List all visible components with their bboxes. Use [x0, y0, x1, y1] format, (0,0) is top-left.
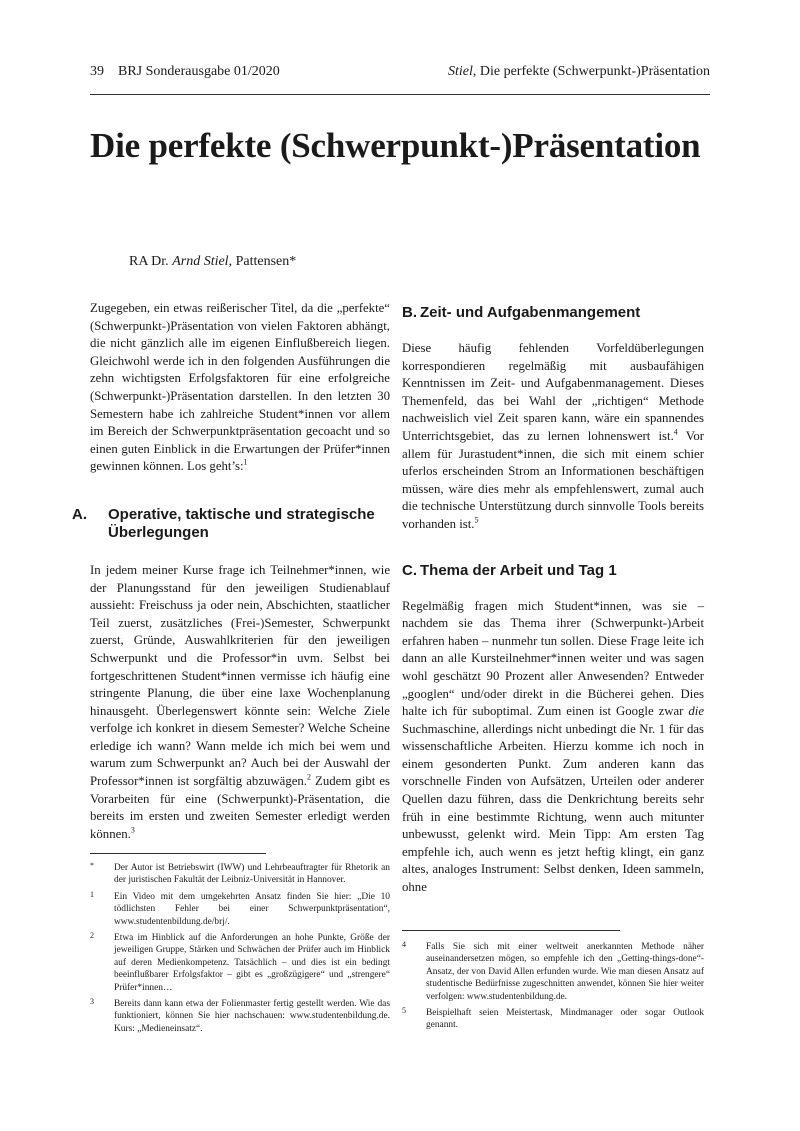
- section-c-title: Thema der Arbeit und Tag 1: [420, 561, 617, 579]
- author-prefix: RA Dr.: [129, 254, 173, 269]
- section-c-text-2: Suchmaschine, allerdings nicht unbedingt die Nr. 1 für das wissenschaftliche Arbeiten. Hierzu komme ich noch in einem gesonderten Punkt. Zum anderen kann das vorschnelle Finden von Aufsätzen, Urteilen oder anderer Quellen dazu führen, dass die Denkrichtung bereits sehr früh in eine bestimmte Richtung, wenn auch mitunter unbewusst, gelenkt wird. Mein Tipp: Am ersten Tag empfehle ich, auch wenn es jetzt heftig klingt, ein ganz altes, analoges Instrument: Selbst denken, Ideen sammeln, ohne: [402, 721, 704, 895]
- running-header: [90, 64, 710, 86]
- section-a-paragraph: [90, 562, 390, 844]
- footnote-item: [402, 1007, 704, 1032]
- left-column: [72, 300, 390, 843]
- footnote-item: [90, 932, 390, 994]
- header-right: [448, 64, 710, 80]
- section-a-heading: [72, 505, 390, 542]
- section-b-number: B.: [402, 304, 417, 321]
- header-rule: [90, 94, 710, 95]
- section-b-title: Zeit- und Aufgabenmangement: [420, 304, 641, 321]
- footnote-item: [90, 862, 390, 887]
- section-c-number: C.: [402, 561, 417, 579]
- footnotes-left: [90, 853, 390, 1039]
- footnote-mark: 2: [90, 931, 94, 941]
- section-a-text-2: Zudem gibt es Vorarbeiten für eine (Schwerpunkt)-Präsentation, die bereits im ersten und zweiten Semester erledigt werden können.: [90, 774, 390, 841]
- footnote-mark: 5: [402, 1006, 406, 1016]
- section-a-text-1: In jedem meiner Kurse frage ich Teilnehmer*innen, wie der Planungsstand für den jeweiligen Studienablauf aussieht: Freischuss ja oder nein, Abschichten, staatlicher Teil zuerst, zusätzliches (Frei-)Semester, Schwerpunkt zuerst, Gründe, Auswahlkriterien für den jeweiligen Schwerpunkt und die Professor*in uvm. Selbst bei fortgeschrittenen Student*innen vermisse ich häufig eine stringente Planung, die über eine laxe Wochenplanung hinausgeht. Überlegenswert könnte sein: Welche Ziele verfolge ich konkret in diesem Semester? Welche Scheine erledige ich wann? Wann melde ich mich bei wem und warum zum Schwerpunkt an? Auch bei der Auswahl der Professor*innen ist sorgfältig abzuwägen.: [90, 562, 390, 789]
- intro-text: Zugegeben, ein etwas reißerischer Titel, da die „perfekte“ (Schwerpunkt-)Präsentation von vielen Faktoren abhängt, die nicht gänzlich alle im eigenen Einflußbereich liegen. Gleichwohl werde ich in den folgenden Ausführungen die zehn wichtigsten Erfolgsfaktoren für eine erfolgreiche (Schwerpunkt-)Präsentation darstellen. In den letzten 30 Semestern habe ich zahlreiche Student*innen vor allem im Bereich der Schwerpunktpräsentation gecoacht und so einen guten Einblick in die Erwartungen der Prüfer*innen gewinnen können. Los geht’s:: [90, 301, 390, 474]
- footnote-rule-right: [402, 930, 620, 931]
- footnote-text: Bereits dann kann etwa der Folienmaster fertig gestellt werden. Wie das funktioniert, können Sie hier nachschauen: www.studentenbildung.de. Kurs: „Medieneinsatz“.: [114, 999, 390, 1034]
- footnote-text: Falls Sie sich mit einer weltweit anerkannten Methode näher auseinandersetzen mögen, so empfehle ich den „Getting-things-done“-Ansatz, der von David Allen erfunden wurde. Wie man diesen Ansatz auf studentische Bedürfnisse zugeschnitten anwendet, können Sie hier weiter verfolgen: www.studentenbildung.de.: [426, 942, 704, 1002]
- section-c-heading: [402, 562, 704, 580]
- section-b-heading: [402, 304, 704, 322]
- section-a-title: Operative, taktische und strategische Überlegungen: [108, 505, 375, 541]
- running-title: , Die perfekte (Schwerpunkt-)Präsentation: [472, 64, 710, 79]
- section-a-number: A.: [72, 505, 87, 523]
- page-number: 39: [90, 64, 104, 79]
- section-b-text-1: Diese häufig fehlenden Vorfeldüberlegungen korrespondieren regelmäßig mit ausbaufähigen Kenntnissen im Zeit- und Aufgabenmanagement. Dieses Themenfeld, das bei Wahl der „richtigen“ Methode nachweislich viel Zeit sparen kann, wäre ein spannendes Unterrichtsgebiet, das zu lernen lohnenswert ist.: [402, 341, 704, 443]
- intro-paragraph: [90, 300, 390, 476]
- right-column: [402, 300, 704, 897]
- footnote-text: Beispielhaft seien Meistertask, Mindmanager oder sogar Outlook genannt.: [426, 1008, 704, 1031]
- author-line: [129, 254, 296, 270]
- footnote-ref-4[interactable]: 4: [673, 427, 678, 437]
- footnotes-right: [402, 930, 704, 1036]
- author-suffix: , Pattensen*: [228, 254, 297, 269]
- footnote-mark: 1: [90, 889, 94, 899]
- section-b-paragraph: [402, 340, 704, 534]
- footnote-rule-left: [90, 853, 266, 854]
- footnote-ref-1[interactable]: 1: [243, 458, 248, 468]
- footnote-ref-3[interactable]: 3: [130, 825, 135, 835]
- footnote-text: Etwa im Hinblick auf die Anforderungen an hohe Punkte, Größe der jeweiligen Gruppe, Stärken und Schwächen der Prüfer auch im Hinblick auf deren Medienkompetenz. Tatsächlich – und dies ist ein bedingt beeinflußbarer Erfolgsfaktor – gibt es „großzügigere“ und „strengere“ Prüfer*innen…: [114, 933, 390, 993]
- footnote-ref-5[interactable]: 5: [474, 515, 479, 525]
- footnote-ref-2[interactable]: 2: [307, 772, 311, 782]
- footnote-mark: 3: [90, 997, 94, 1007]
- footnote-item: [90, 998, 390, 1035]
- footnote-mark: 4: [402, 940, 406, 949]
- footnote-item: [90, 891, 390, 928]
- section-b-text-2: Vor allem für Jurastudent*innen, die sich mit einem schier uferlos erscheinden Strom an Informationen beschäftigen müssen, wäre dies mehr als empfehlenswert, zumal auch die technische Unterstützung durch sinnvolle Tools bereits vorhanden ist.: [402, 428, 704, 531]
- footnote-text: Ein Video mit dem umgekehrten Ansatz finden Sie hier: „Die 10 tödlichsten Fehler bei einer Schwerpunktpräsentation“, www.studentenbildung.de/brj/.: [114, 891, 390, 927]
- journal-name: BRJ Sonderausgabe 01/2020: [118, 64, 280, 79]
- footnote-text: Der Autor ist Betriebswirt (IWW) und Lehrbeauftragter für Rhetorik an der juristischen Fakultät der Leibniz-Universität in Hannover.: [114, 863, 390, 886]
- author-name: Arnd Stiel: [172, 254, 229, 269]
- running-author: Stiel: [447, 64, 473, 79]
- section-c-emphasis: die: [688, 704, 704, 719]
- article-title: Die perfekte (Schwerpunkt-)Präsentation: [90, 126, 701, 165]
- section-c-paragraph: [402, 598, 704, 897]
- footnote-item: [402, 941, 704, 1003]
- header-left: [90, 64, 280, 80]
- footnote-mark: *: [90, 861, 94, 870]
- section-c-text-1: Regelmäßig fragen mich Student*innen, was sie – nachdem sie das Thema ihrer (Schwerpunkt-)Arbeit erfahren haben – nunmehr tun sollen. Diese Frage leite ich dann an alle Kursteilnehmer*innen weiter und was sagen wohl geschätzt 90 Prozent aller Anwesenden? Entweder „googlen“ und/oder direkt in die Bücherei gehen. Dies halte ich für suboptimal. Zum einen ist Google zwar: [402, 598, 704, 719]
